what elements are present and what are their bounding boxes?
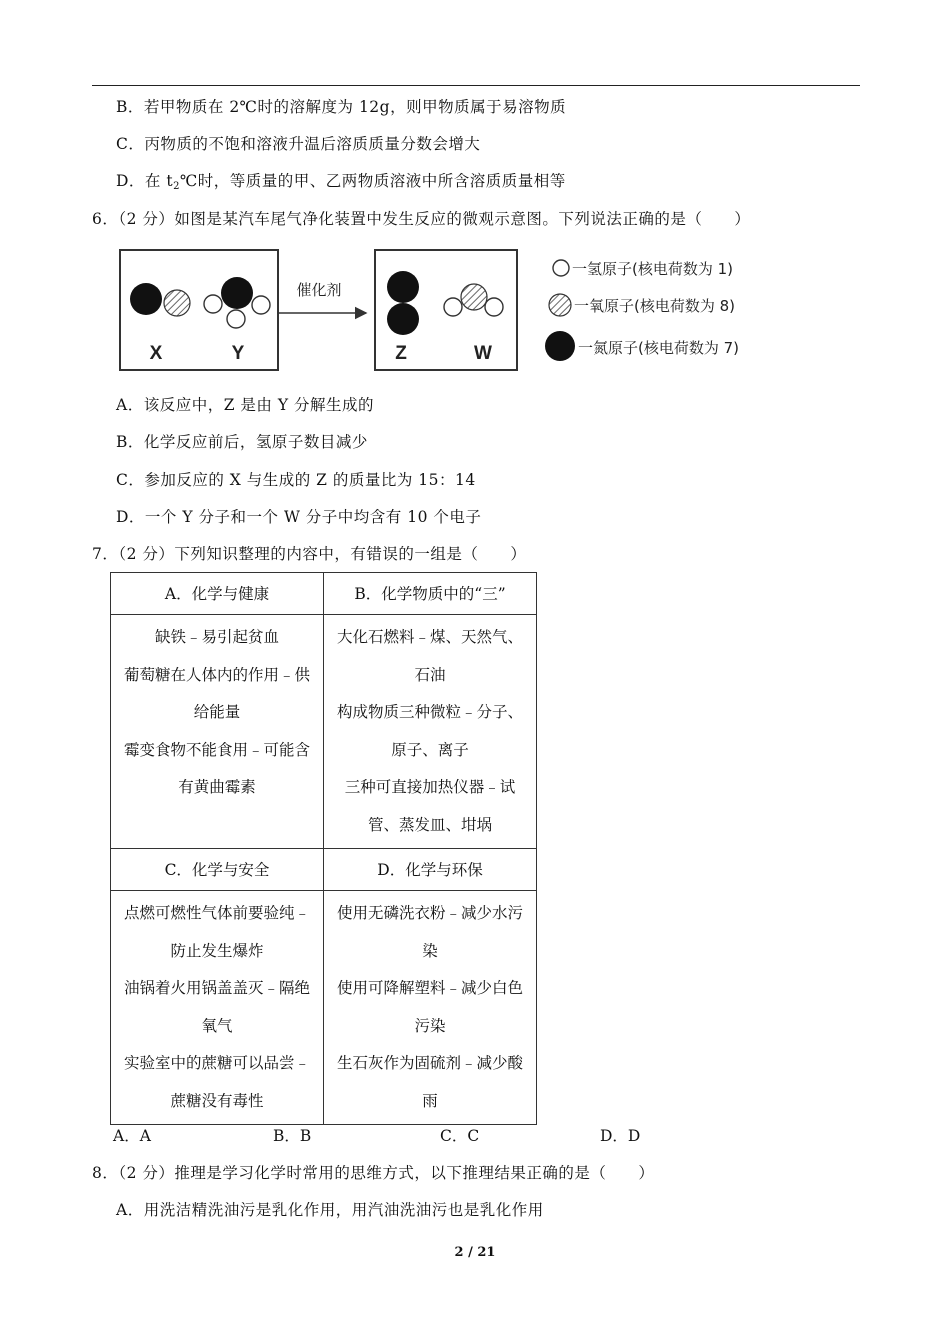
- table-cell-d: [324, 891, 537, 1125]
- w-oxygen-atom: [461, 284, 487, 310]
- label-z: Z: [395, 343, 407, 364]
- w-hydrogen-atom: [485, 298, 503, 316]
- y-hydrogen-atom: [204, 295, 222, 313]
- table-header-b: B．化学物质中的“三”: [324, 573, 537, 615]
- label-w: W: [474, 343, 492, 364]
- q7-answer-a: A．A: [113, 1127, 151, 1145]
- x-nitrogen-atom: [130, 283, 162, 315]
- legend-nitrogen-label: 一氮原子(核电荷数为 7): [578, 339, 740, 357]
- cell-line: 葡萄糖在人体内的作用﹣供: [123, 665, 310, 684]
- cell-line: 霉变食物不能食用﹣可能含: [123, 740, 310, 759]
- q5-option-d: [116, 170, 566, 198]
- table-header-c: C．化学与安全: [111, 849, 324, 891]
- legend-nitrogen-icon: [545, 331, 575, 361]
- q8-stem: 8．（2 分）推理是学习化学时常用的思维方式，以下推理结果正确的是（ ）: [92, 1164, 655, 1182]
- q5-option-d-pre: D．在 t: [116, 172, 174, 190]
- w-hydrogen-atom: [444, 298, 462, 316]
- q5-option-c: C．丙物质的不饱和溶液升温后溶质质量分数会增大: [116, 135, 481, 153]
- q7-answer-d: D．D: [600, 1127, 641, 1145]
- table-cell-b: [324, 615, 537, 849]
- q7-stem: 7．（2 分）下列知识整理的内容中，有错误的一组是（ ）: [92, 545, 527, 563]
- cell-line: 给能量: [193, 703, 241, 721]
- cell-line: 原子、离子: [391, 740, 469, 759]
- table-cell-a: [111, 615, 324, 849]
- reaction-diagram: [118, 247, 808, 375]
- q5-option-d-sub: 2: [173, 181, 180, 192]
- q6-option-c: C．参加反应的 X 与生成的 Z 的质量比为 15：14: [116, 471, 476, 489]
- cell-line: 使用可降解塑料﹣减少白色: [336, 979, 523, 997]
- cell-line: 大化石燃料﹣煤、天然气、: [336, 628, 523, 646]
- page-number: 2 / 21: [454, 1245, 496, 1260]
- knowledge-table: [110, 572, 537, 1125]
- q7-answer-b: B．B: [273, 1127, 312, 1145]
- y-nitrogen-atom: [221, 277, 253, 309]
- q6-option-a: A．该反应中，Z 是由 Y 分解生成的: [116, 396, 374, 414]
- q7-answer-c: C．C: [440, 1127, 480, 1145]
- cell-line: 氧气: [201, 1016, 233, 1035]
- cell-line: 构成物质三种微粒﹣分子、: [336, 703, 523, 721]
- table-cell-c: [111, 891, 324, 1125]
- cell-line: 石油: [414, 665, 446, 684]
- legend-oxygen-icon: [549, 294, 571, 316]
- z-nitrogen-atom: [387, 303, 419, 335]
- z-nitrogen-atom: [387, 271, 419, 303]
- cell-line: 有黄曲霉素: [178, 778, 256, 796]
- y-hydrogen-atom: [252, 296, 270, 314]
- cell-line: 污染: [414, 1016, 446, 1035]
- q5-option-b: B．若甲物质在 2℃时的溶解度为 12g，则甲物质属于易溶物质: [116, 98, 567, 116]
- cell-line: 生石灰作为固硫剂﹣减少酸: [336, 1054, 523, 1072]
- cell-line: 缺铁﹣易引起贫血: [154, 628, 279, 646]
- cell-line: 管、蒸发皿、坩埚: [367, 815, 492, 834]
- y-hydrogen-atom: [227, 310, 245, 328]
- table-header-d: D．化学与环保: [324, 849, 537, 891]
- legend-oxygen-label: 一氧原子(核电荷数为 8): [574, 297, 736, 315]
- x-oxygen-atom: [164, 290, 190, 316]
- q6-option-d: D．一个 Y 分子和一个 W 分子中均含有 10 个电子: [116, 508, 482, 526]
- cell-line: 油锅着火用锅盖盖灭﹣隔绝: [123, 979, 310, 997]
- cell-line: 三种可直接加热仪器﹣试: [344, 778, 516, 796]
- cell-line: 点燃可燃性气体前要验纯﹣: [123, 904, 310, 922]
- cell-line: 染: [422, 941, 438, 960]
- legend-hydrogen-label: 一氢原子(核电荷数为 1): [572, 260, 734, 278]
- cell-line: 防止发生爆炸: [170, 941, 264, 960]
- catalyst-label: 催化剂: [296, 281, 342, 299]
- cell-line: 蔗糖没有毒性: [170, 1091, 264, 1110]
- legend-hydrogen-icon: [553, 260, 569, 276]
- q5-option-d-post: ℃时，等质量的甲、乙两物质溶液中所含溶质质量相等: [179, 172, 566, 190]
- cell-line: 使用无磷洗衣粉﹣减少水污: [336, 904, 523, 922]
- label-x: X: [149, 343, 163, 364]
- header-rule: [92, 85, 860, 86]
- q8-option-a: A．用洗洁精洗油污是乳化作用，用汽油洗油污也是乳化作用: [116, 1201, 544, 1219]
- label-y: Y: [231, 343, 245, 364]
- q6-stem: 6．（2 分）如图是某汽车尾气净化装置中发生反应的微观示意图。下列说法正确的是（ ）: [92, 210, 751, 228]
- table-header-a: A．化学与健康: [111, 573, 324, 615]
- cell-line: 雨: [422, 1091, 438, 1110]
- cell-line: 实验室中的蔗糖可以品尝﹣: [123, 1054, 310, 1072]
- q6-option-b: B．化学反应前后，氢原子数目减少: [116, 433, 368, 451]
